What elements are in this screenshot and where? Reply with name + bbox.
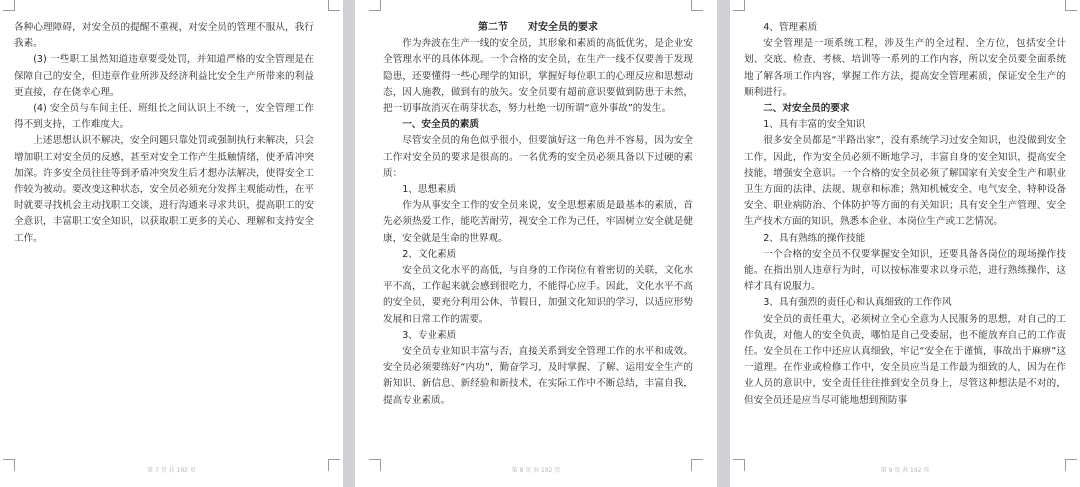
section-title: 第二节 对安全员的要求 — [478, 22, 598, 33]
page-corner-mark — [691, 0, 703, 11]
subheading: 3、专业素质 — [402, 329, 457, 341]
paragraph: 作为奔波在生产一线的安全员，其形象和素质的高低优劣，是企业安全管理水平的具体体现。一个合格的安全员，在生产一线不仅要善于发现隐患，还要懂得一些心理学的知识，掌握好每位职工的心理反应和思想动态，因人施教，做到有的放矢。安全员要有超前意识要做到防患于未然，把一切事故消灭在萌芽状态，努力杜绝一切所谓“意外事故”的发生。 — [383, 38, 693, 115]
page-corner-mark — [1065, 0, 1077, 11]
paragraph: 安全员专业知识丰富与否，直接关系到安全管理工作的水平和成效。安全员必须要练好“内功”，勤奋学习，及时掌握、了解、运用安全生产的新知识、新信息、新经验和新技术，在实际工作中不断总结，丰富自我，提高专业素质。 — [383, 346, 693, 406]
subheading: 1、思想素质 — [402, 184, 457, 196]
page-body — [383, 20, 693, 409]
paragraph: 尽管安全员的角色似乎很小，但要演好这一角色并不容易，因为安全工作对安全员的要求是很高的。一名优秀的安全员必须具备以下过硬的素质： — [383, 135, 693, 179]
paragraph: 安全员的责任重大，必须树立全心全意为人民服务的思想，对自己的工作负责，对他人的安全负责，哪怕是自己受委屈，也不能放弃自己的工作责任。安全员在工作中还应认真细致，牢记“安全在于谨慎，事故出于麻痹”这一道理。在作业或检修工作中，安全员应当是工作最为细致的人，因为在作业人员的意识中，安全责任往往推到安全员身上，尽管这种想法是不对的，但安全员还是应当尽可能地想到预防事 — [744, 313, 1066, 406]
paragraph: 很多安全员都是“半路出家”，没有系统学习过安全知识，也没做到安全工作，因此，作为安全员必须不断地学习，丰富自身的安全知识，提高安全技能，增强安全意识。一个合格的安全员必须了解国家有关安全生产和职业卫生方面的法律、法规、规章和标准；熟知机械安全、电气安全、特种设备安全、职业病防治、个体防护等方面的有关知识；具有安全生产管理、安全生产技术方面的知识，熟悉本企业、本岗位生产或工艺情况。 — [744, 135, 1066, 228]
paragraph: 上述思想认识不解决，安全问题只靠处罚或强制执行来解决，只会增加职工对安全员的反感，甚至对安全工作产生抵触情绪，使矛盾冲突加深。许多安全员往往等到矛盾冲突发生后才想办法解决，使得安全工作较为被动。要改变这种状态，安全员必须充分发挥主观能动性，在平时就要寻找机会主动找职工交谈，进行沟通来寻求共识，提高职工的安全意识，丰富职工安全知识，以获取职工更多的关心、理解和支持安全工作。 — [14, 135, 314, 244]
page-number-footer: 第 9 页 共 192 页 — [880, 467, 930, 474]
document-page-7 — [0, 0, 343, 487]
page-corner-mark — [3, 0, 15, 11]
paragraph: (4) 安全员与车间主任、班组长之间认识上不统一，安全管理工作得不到支持，工作难度大。 — [14, 103, 314, 131]
heading: 一、安全员的素质 — [402, 119, 479, 131]
subheading: 2、具有熟练的操作技能 — [763, 232, 866, 244]
paragraph: 各种心理障碍，对安全员的提醒不重视，对安全员的管理不服从，我行我素。 — [14, 22, 314, 50]
paragraph: (3) 一些职工虽然知道违章要受处罚，并知道严格的安全管理是在保障自己的安全，但违章作业所涉及经济利益比安全生产所带来的利益更直接，存在侥幸心理。 — [14, 54, 314, 98]
subheading: 1、具有丰富的安全知识 — [763, 119, 866, 131]
heading: 二、对安全员的要求 — [763, 103, 850, 115]
page-corner-mark — [733, 0, 745, 11]
document-page-9 — [730, 0, 1080, 487]
page-number-footer: 第 8 页 共 192 页 — [511, 467, 561, 474]
document-page-8 — [355, 0, 717, 487]
paragraph: 作为从事安全工作的安全员来说，安全思想素质是最基本的素质，首先必须热爱工作，能吃苦耐劳，视安全工作为己任，牢固树立安全就是健康，安全就是生命的世界观。 — [383, 200, 693, 244]
page-body — [744, 20, 1066, 409]
paragraph: 安全员文化水平的高低，与自身的工作岗位有着密切的关联，文化水平不高，工作起来就会感到很吃力，不能得心应手。因此，文化水平不高的安全员，要充分利用公休、节假日，加强文化知识的学习，以适应形势发展和日常工作的需要。 — [383, 265, 693, 325]
paragraph: 安全管理是一项系统工程，涉及生产的全过程、全方位，包括安全计划、交底、检查、考核、培训等一系列的工作内容，所以安全员要全面系统地了解各项工作内容，掌握工作方法，提高安全管理素质，保证安全生产的顺利进行。 — [744, 38, 1066, 98]
page-corner-mark — [328, 0, 340, 11]
page-corner-mark — [369, 0, 381, 11]
subheading: 2、文化素质 — [402, 248, 457, 260]
subheading: 3、具有强烈的责任心和认真细致的工作作风 — [763, 297, 952, 309]
page-number-footer: 第 7 页 共 192 页 — [147, 467, 196, 474]
paragraph: 一个合格的安全员不仅要掌握安全知识，还要具备各岗位的现场操作技能。在指出别人违章行为时，可以按标准要求以身示范，进行熟练操作，这样才具有说服力。 — [744, 248, 1066, 293]
subheading: 4、管理素质 — [763, 22, 818, 33]
page-body — [14, 20, 314, 247]
